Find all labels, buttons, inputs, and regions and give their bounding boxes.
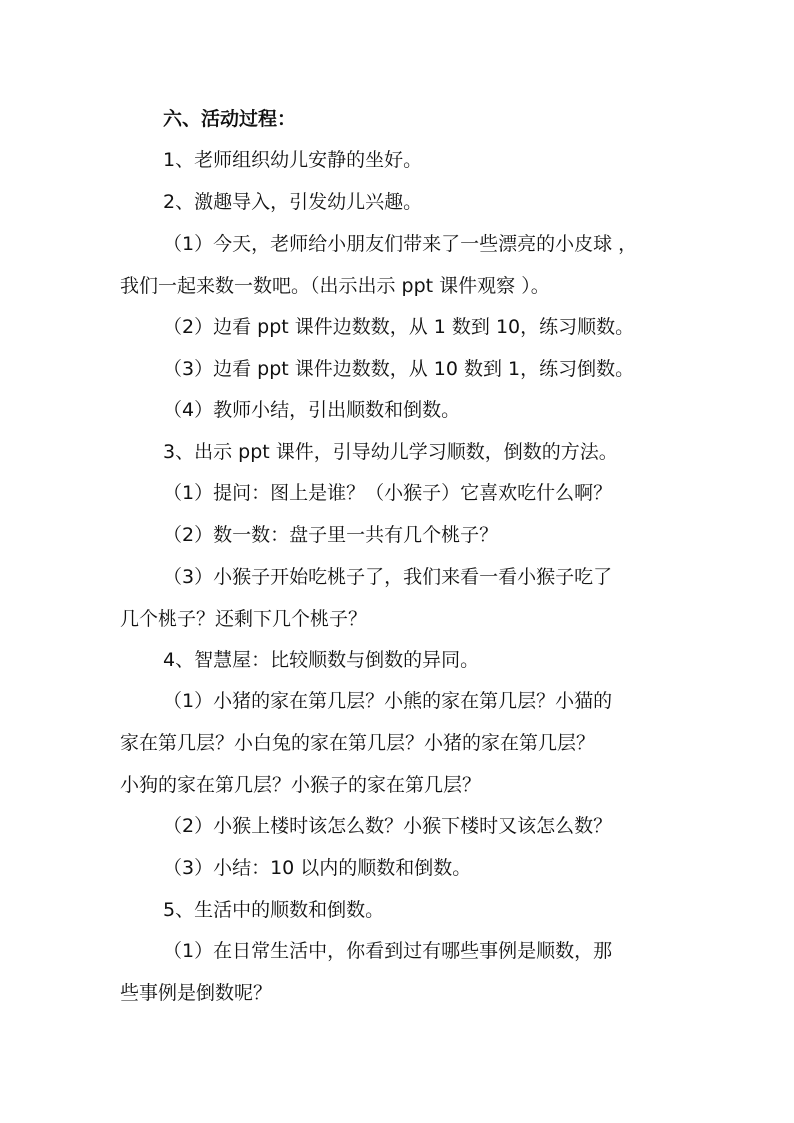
paragraph-line: 些事例是倒数呢？ <box>120 982 273 1004</box>
paragraph-line: 2、激趣导入，引发幼儿兴趣。 <box>163 191 423 213</box>
paragraph-line: （2）数一数：盘子里一共有几个桃子？ <box>163 524 499 546</box>
paragraph-line: （1）今天，老师给小朋友们带来了一些漂亮的小皮球 ， <box>163 233 638 255</box>
paragraph-line: （3）小猴子开始吃桃子了，我们来看一看小猴子吃了 <box>163 566 613 588</box>
paragraph-line: （3）小结：10 以内的顺数和倒数。 <box>163 857 472 879</box>
paragraph-line: （4）教师小结，引出顺数和倒数。 <box>163 399 461 421</box>
paragraph-line: 家在第几层？小白兔的家在第几层？小猪的家在第几层？ <box>120 732 596 754</box>
paragraph-line: （2）边看 ppt 课件边数数，从 1 数到 10，练习顺数。 <box>163 316 635 338</box>
section-heading: 六、活动过程： <box>163 108 297 130</box>
paragraph-line: （3）边看 ppt 课件边数数，从 10 数到 1，练习倒数。 <box>163 358 635 380</box>
paragraph-line: （1）提问：图上是谁？（小猴子）它喜欢吃什么啊？ <box>163 482 613 504</box>
paragraph-line: 几个桃子？还剩下几个桃子？ <box>120 608 368 630</box>
paragraph-line: 我们一起来数一数吧。（出示出示 ppt 课件观察 ）。 <box>120 275 550 297</box>
paragraph-line: （2）小猴上楼时该怎么数？小猴下楼时又该怎么数？ <box>163 815 613 837</box>
paragraph-line: 5、生活中的顺数和倒数。 <box>163 899 385 921</box>
paragraph-line: （1）在日常生活中，你看到过有哪些事例是顺数，那 <box>163 940 613 962</box>
paragraph-line: 1、老师组织幼儿安静的坐好。 <box>163 149 423 171</box>
paragraph-line: （1）小猪的家在第几层？小熊的家在第几层？小猫的 <box>163 690 613 712</box>
paragraph-line: 4、智慧屋：比较顺数与倒数的异同。 <box>163 649 480 671</box>
paragraph-line: 3、出示 ppt 课件，引导幼儿学习顺数，倒数的方法。 <box>163 441 618 463</box>
paragraph-line: 小狗的家在第几层？小猴子的家在第几层？ <box>120 774 482 796</box>
